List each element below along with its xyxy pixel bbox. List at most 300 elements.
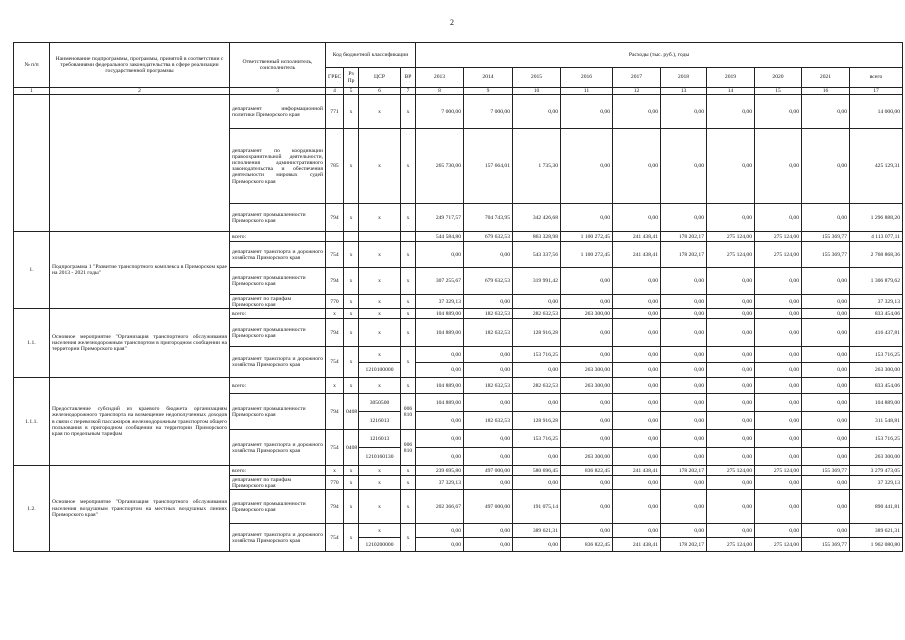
rzpr-cell: x [344, 129, 359, 204]
amount-cell: 0,00 [561, 95, 613, 129]
amount-cell: 202 366,67 [416, 490, 464, 524]
col-number: 4 [326, 88, 344, 95]
rzpr-cell: x [344, 295, 359, 309]
csr-cell: x [359, 347, 401, 363]
amount-cell: 0,00 [755, 268, 802, 295]
amount-cell: 0,00 [802, 476, 850, 490]
amount-cell: 0,00 [802, 412, 850, 430]
amount-cell: 0,00 [464, 295, 513, 309]
vr-cell: x [401, 295, 416, 309]
header-executor: Ответственный исполнитель, соисполнитель [230, 43, 326, 88]
amount-cell: 0,00 [707, 268, 755, 295]
page-number: 2 [450, 18, 454, 27]
amount-cell: 0,00 [707, 524, 755, 538]
amount-cell: 1 735,30 [513, 129, 561, 204]
amount-cell: 0,00 [561, 394, 613, 412]
amount-cell: 0,00 [802, 430, 850, 448]
executor-cell: всего: [230, 378, 326, 394]
amount-cell: 0,00 [707, 204, 755, 232]
amount-cell: 263 300,00 [561, 378, 613, 394]
amount-cell: 0,00 [707, 319, 755, 347]
amount-cell: 0,00 [755, 490, 802, 524]
amount-cell: 0,00 [707, 490, 755, 524]
table-row-total [14, 378, 903, 394]
amount-cell: 0,00 [464, 476, 513, 490]
amount-cell: 1 100 272,45 [561, 232, 613, 242]
header-year: 2015 [513, 68, 561, 88]
rzpr-cell: 0408 [344, 430, 359, 466]
amount-cell: 0,00 [661, 309, 707, 319]
grbs-cell: 794 [326, 319, 344, 347]
executor-cell: всего: [230, 309, 326, 319]
amount-cell: 0,00 [755, 378, 802, 394]
amount-total-cell: 3 279 473,05 [850, 466, 903, 476]
col-number: 3 [230, 88, 326, 95]
amount-cell: 0,00 [416, 363, 464, 378]
executor-cell: департамент информационной политики Приморского края [230, 95, 326, 129]
amount-cell: 0,00 [802, 378, 850, 394]
amount-cell: 1 100 272,45 [561, 242, 613, 268]
amount-cell: 263 300,00 [561, 363, 613, 378]
amount-cell: 0,00 [416, 430, 464, 448]
amount-cell: 0,00 [416, 538, 464, 552]
amount-total-cell: 425 129,31 [850, 129, 903, 204]
amount-cell: 275 124,00 [755, 242, 802, 268]
amount-cell: 128 916,28 [513, 319, 561, 347]
amount-total-cell: 2 768 868,36 [850, 242, 903, 268]
header-expenses: Расходы (тыс. руб.), годы [416, 43, 903, 68]
amount-cell: 389 621,31 [513, 524, 561, 538]
csr-cell: x [359, 268, 401, 295]
amount-cell: 182 632,53 [464, 378, 513, 394]
rzpr-cell: x [344, 347, 359, 378]
amount-cell: 0,00 [661, 268, 707, 295]
rzpr-cell: x [344, 268, 359, 295]
rzpr-cell: x [344, 309, 359, 319]
amount-total-cell: 153 716,25 [850, 430, 903, 448]
amount-cell: 0,00 [755, 524, 802, 538]
amount-cell: 0,00 [661, 448, 707, 466]
amount-cell: 241 438,41 [613, 232, 661, 242]
amount-cell: 153 716,25 [513, 430, 561, 448]
executor-cell: департамент транспорта и дорожного хозяйства Приморского края [230, 524, 326, 552]
rzpr-cell: x [344, 378, 359, 394]
amount-cell: 0,00 [661, 347, 707, 363]
amount-cell: 104 889,00 [416, 309, 464, 319]
amount-cell: 0,00 [464, 242, 513, 268]
amount-total-cell: 311 548,81 [850, 412, 903, 430]
amount-cell: 0,00 [613, 95, 661, 129]
amount-cell: 0,00 [613, 524, 661, 538]
executor-cell: департамент промышленности Приморского края [230, 490, 326, 524]
rzpr-cell: x [344, 490, 359, 524]
grbs-cell: x [326, 309, 344, 319]
amount-cell: 0,00 [661, 378, 707, 394]
col-number: 7 [401, 88, 416, 95]
col-number: 12 [613, 88, 661, 95]
header-year-total: всего [850, 68, 903, 88]
col-number: 13 [661, 88, 707, 95]
amount-cell: 0,00 [707, 476, 755, 490]
amount-cell: 37 329,13 [416, 476, 464, 490]
amount-cell: 0,00 [464, 430, 513, 448]
amount-cell: 0,00 [561, 490, 613, 524]
amount-cell: 0,00 [802, 524, 850, 538]
amount-cell: 191 075,14 [513, 490, 561, 524]
amount-cell: 0,00 [802, 347, 850, 363]
amount-cell: 0,00 [755, 319, 802, 347]
header-year: 2013 [416, 68, 464, 88]
amount-cell: 0,00 [561, 430, 613, 448]
amount-cell: 0,00 [416, 347, 464, 363]
table-row-total [14, 466, 903, 476]
executor-cell: департамент транспорта и дорожного хозяйства Приморского края [230, 430, 326, 466]
amount-cell: 0,00 [707, 378, 755, 394]
header-year: 2019 [707, 68, 755, 88]
row-num-cell: 1. [14, 232, 50, 309]
amount-cell: 0,00 [613, 412, 661, 430]
executor-cell: департамент промышленности Приморского края [230, 204, 326, 232]
amount-cell: 0,00 [707, 129, 755, 204]
amount-cell: 679 632,53 [464, 232, 513, 242]
amount-cell: 0,00 [561, 476, 613, 490]
amount-cell: 0,00 [755, 476, 802, 490]
amount-cell: 263 300,00 [561, 448, 613, 466]
amount-cell: 836 822,45 [561, 466, 613, 476]
header-num: № п/п [14, 43, 50, 88]
amount-cell: 0,00 [613, 430, 661, 448]
col-number: 15 [755, 88, 802, 95]
amount-cell: 0,00 [802, 295, 850, 309]
col-number: 6 [359, 88, 401, 95]
vr-cell: x [401, 242, 416, 268]
amount-total-cell: 833 454,06 [850, 309, 903, 319]
csr-cell: x [359, 242, 401, 268]
amount-cell: 0,00 [707, 430, 755, 448]
amount-cell: 0,00 [613, 268, 661, 295]
amount-cell: 0,00 [561, 129, 613, 204]
amount-cell: 0,00 [661, 129, 707, 204]
table-row-total [14, 232, 903, 242]
rzpr-cell: x [344, 524, 359, 552]
row-name-cell [50, 95, 230, 232]
amount-total-cell: 37 329,13 [850, 295, 903, 309]
vr-cell: x [401, 476, 416, 490]
amount-cell: 0,00 [613, 476, 661, 490]
amount-cell: 241 438,41 [613, 466, 661, 476]
amount-total-cell: 104 889,00 [850, 394, 903, 412]
rzpr-cell [344, 232, 359, 242]
csr-cell: x [359, 490, 401, 524]
amount-total-cell: 263 300,00 [850, 448, 903, 466]
row-num-cell [14, 95, 50, 232]
grbs-cell: 754 [326, 430, 344, 466]
col-number: 1 [14, 88, 50, 95]
executor-cell: департамент транспорта и дорожного хозяйства Приморского края [230, 347, 326, 378]
amount-cell: 0,00 [416, 242, 464, 268]
amount-cell: 0,00 [513, 448, 561, 466]
amount-cell: 0,00 [561, 319, 613, 347]
amount-cell: 0,00 [613, 129, 661, 204]
amount-cell: 155 369,77 [802, 466, 850, 476]
csr-cell: x [359, 204, 401, 232]
amount-total-cell: 153 716,25 [850, 347, 903, 363]
amount-cell: 0,00 [707, 309, 755, 319]
amount-cell: 282 632,53 [513, 309, 561, 319]
grbs-cell: 794 [326, 268, 344, 295]
row-name-cell: Предоставление субсидий из краевого бюджета организациям железнодорожного транспорта на возмещение недополученных доходов в связи с перевозкой пассажиров железнодорожным транспортом общего пользования в пригородном сообщении на территории Приморского края по предельным тарифам [50, 378, 230, 466]
amount-cell: 0,00 [613, 309, 661, 319]
amount-cell: 0,00 [513, 295, 561, 309]
grbs-cell: 770 [326, 476, 344, 490]
col-number: 10 [513, 88, 561, 95]
amount-cell: 0,00 [755, 204, 802, 232]
header-year: 2014 [464, 68, 513, 88]
amount-cell: 0,00 [755, 95, 802, 129]
rzpr-cell: x [344, 476, 359, 490]
amount-cell: 0,00 [661, 319, 707, 347]
csr-cell: x [359, 129, 401, 204]
header-year: 2018 [661, 68, 707, 88]
header-budget-code: Код бюджетной классификации [326, 43, 416, 68]
amount-cell: 0,00 [613, 295, 661, 309]
amount-cell: 0,00 [464, 394, 513, 412]
amount-cell: 282 632,53 [513, 378, 561, 394]
amount-cell: 0,00 [661, 394, 707, 412]
header-csr: ЦСР [359, 68, 401, 88]
csr-cell: 1210160130 [359, 448, 401, 466]
executor-cell: департамент по тарифам Приморского края [230, 295, 326, 309]
header-grbs: ГРБС [326, 68, 344, 88]
vr-cell: x [401, 268, 416, 295]
amount-cell: 0,00 [561, 204, 613, 232]
amount-cell: 0,00 [707, 394, 755, 412]
amount-cell: 319 991,42 [513, 268, 561, 295]
grbs-cell: 794 [326, 394, 344, 430]
amount-cell: 0,00 [755, 129, 802, 204]
amount-cell: 182 632,53 [464, 319, 513, 347]
col-number: 5 [344, 88, 359, 95]
amount-cell: 836 822,45 [561, 538, 613, 552]
amount-cell: 104 889,00 [416, 319, 464, 347]
grbs-cell: x [326, 466, 344, 476]
vr-cell: x [401, 319, 416, 347]
amount-total-cell: 1 962 080,80 [850, 538, 903, 552]
csr-cell: x [359, 524, 401, 538]
amount-cell: 0,00 [802, 309, 850, 319]
csr-cell: x [359, 476, 401, 490]
amount-cell: 0,00 [561, 412, 613, 430]
executor-cell: департамент промышленности Приморского края [230, 394, 326, 430]
amount-cell: 0,00 [802, 204, 850, 232]
amount-cell: 155 369,77 [802, 242, 850, 268]
amount-total-cell: 890 441,81 [850, 490, 903, 524]
row-num-cell: 1.1. [14, 309, 50, 378]
col-number: 17 [850, 88, 903, 95]
amount-cell: 543 337,56 [513, 242, 561, 268]
amount-cell: 0,00 [661, 476, 707, 490]
amount-cell: 497 000,00 [464, 490, 513, 524]
amount-cell: 0,00 [755, 412, 802, 430]
csr-cell: x [359, 378, 401, 394]
csr-cell: x [359, 466, 401, 476]
grbs-cell: x [326, 378, 344, 394]
vr-cell [401, 232, 416, 242]
grbs-cell: 770 [326, 295, 344, 309]
col-number: 14 [707, 88, 755, 95]
amount-cell: 0,00 [802, 490, 850, 524]
executor-cell: всего: [230, 232, 326, 242]
amount-cell: 178 202,17 [661, 466, 707, 476]
header-rzpr: Рз Пр [344, 68, 359, 88]
amount-cell: 0,00 [513, 476, 561, 490]
rzpr-cell: 0408 [344, 394, 359, 430]
amount-cell: 0,00 [661, 363, 707, 378]
amount-cell: 128 916,28 [513, 412, 561, 430]
csr-cell: x [359, 309, 401, 319]
col-number: 11 [561, 88, 613, 95]
amount-cell: 182 632,53 [464, 412, 513, 430]
grbs-cell: 794 [326, 204, 344, 232]
table-row-total [14, 309, 903, 319]
row-name-cell: Подпрограмма 1 "Развитие транспортного комплекса в Приморском крае на 2013 - 2021 годы" [50, 232, 230, 309]
amount-cell: 497 000,00 [464, 466, 513, 476]
amount-total-cell: 4 113 077,11 [850, 232, 903, 242]
header-vr: ВР [401, 68, 416, 88]
amount-cell: 104 889,00 [416, 394, 464, 412]
amount-cell: 275 124,00 [707, 538, 755, 552]
amount-cell: 679 632,53 [464, 268, 513, 295]
header-name: Наименование подпрограммы, программы, принятой в соответствии с требованиями федерального законодательства в сфере реализации государственной программы [50, 43, 230, 88]
csr-cell [359, 232, 401, 242]
amount-cell: 7 000,00 [464, 95, 513, 129]
amount-cell: 0,00 [661, 295, 707, 309]
amount-cell: 0,00 [661, 524, 707, 538]
amount-cell: 0,00 [755, 309, 802, 319]
amount-total-cell: 389 621,31 [850, 524, 903, 538]
amount-cell: 0,00 [613, 394, 661, 412]
amount-cell: 0,00 [755, 430, 802, 448]
amount-cell: 580 696,45 [513, 466, 561, 476]
executor-cell: департамент по тарифам Приморского края [230, 476, 326, 490]
amount-cell: 241 438,41 [613, 242, 661, 268]
amount-cell: 0,00 [755, 448, 802, 466]
amount-cell: 0,00 [613, 378, 661, 394]
amount-total-cell: 263 300,00 [850, 363, 903, 378]
amount-cell: 0,00 [416, 448, 464, 466]
amount-cell: 0,00 [561, 268, 613, 295]
amount-cell: 275 124,00 [707, 242, 755, 268]
amount-cell: 239 695,80 [416, 466, 464, 476]
amount-cell: 863 328,98 [513, 232, 561, 242]
grbs-cell: 754 [326, 242, 344, 268]
amount-cell: 544 584,80 [416, 232, 464, 242]
amount-cell: 0,00 [802, 129, 850, 204]
vr-cell: 006 810 [401, 394, 416, 430]
amount-cell: 0,00 [661, 430, 707, 448]
amount-cell: 0,00 [464, 448, 513, 466]
amount-cell: 241 438,41 [613, 538, 661, 552]
amount-cell: 0,00 [513, 394, 561, 412]
amount-cell: 0,00 [755, 295, 802, 309]
header-year: 2017 [613, 68, 661, 88]
rzpr-cell: x [344, 95, 359, 129]
amount-cell: 0,00 [416, 412, 464, 430]
amount-cell: 275 124,00 [755, 538, 802, 552]
col-number: 9 [464, 88, 513, 95]
amount-cell: 0,00 [464, 524, 513, 538]
amount-cell: 249 717,57 [416, 204, 464, 232]
header-year: 2020 [755, 68, 802, 88]
amount-cell: 0,00 [613, 347, 661, 363]
amount-cell: 0,00 [802, 319, 850, 347]
amount-cell: 0,00 [561, 295, 613, 309]
grbs-cell [326, 232, 344, 242]
amount-total-cell: 37 329,13 [850, 476, 903, 490]
amount-cell: 0,00 [707, 95, 755, 129]
vr-cell: x [401, 524, 416, 552]
vr-cell: x [401, 347, 416, 378]
vr-cell: x [401, 129, 416, 204]
amount-cell: 0,00 [661, 412, 707, 430]
csr-cell: 1216013 [359, 412, 401, 430]
grbs-cell: 754 [326, 347, 344, 378]
amount-cell: 263 300,00 [561, 309, 613, 319]
row-name-cell: Основное мероприятие "Организация транспортного обслуживания населения воздушным транспортом на местных воздушных линиях Приморского края" [50, 466, 230, 552]
amount-cell: 0,00 [613, 448, 661, 466]
amount-cell: 275 124,00 [755, 466, 802, 476]
amount-cell: 0,00 [707, 448, 755, 466]
rzpr-cell: x [344, 204, 359, 232]
vr-cell: x [401, 309, 416, 319]
amount-cell: 0,00 [613, 490, 661, 524]
amount-cell: 0,00 [707, 295, 755, 309]
amount-cell: 0,00 [755, 347, 802, 363]
grbs-cell: 754 [326, 524, 344, 552]
amount-cell: 0,00 [802, 268, 850, 295]
col-number: 8 [416, 88, 464, 95]
amount-cell: 155 369,77 [802, 232, 850, 242]
amount-cell: 0,00 [613, 204, 661, 232]
amount-cell: 0,00 [513, 95, 561, 129]
amount-cell: 0,00 [561, 347, 613, 363]
amount-cell: 0,00 [755, 394, 802, 412]
row-num-cell: 1.1.1. [14, 378, 50, 466]
csr-cell: 1210100000 [359, 363, 401, 378]
executor-cell: департамент по координации правоохранительной деятельности, исполнения административного законодательства и обеспечения деятельности мировых судей Приморского края [230, 129, 326, 204]
table-row [14, 95, 903, 129]
vr-cell: 006 810 [401, 430, 416, 466]
grbs-cell: 794 [326, 490, 344, 524]
amount-cell: 704 743,95 [464, 204, 513, 232]
amount-cell: 178 202,17 [661, 242, 707, 268]
amount-cell: 37 329,13 [416, 295, 464, 309]
amount-cell: 342 426,68 [513, 204, 561, 232]
csr-cell: 3050500 [359, 394, 401, 412]
vr-cell: x [401, 95, 416, 129]
executor-cell: департамент транспорта и дорожного хозяйства Приморского края [230, 242, 326, 268]
amount-cell: 155 369,77 [802, 538, 850, 552]
vr-cell: x [401, 204, 416, 232]
csr-cell: x [359, 295, 401, 309]
rzpr-cell: x [344, 242, 359, 268]
csr-cell: x [359, 95, 401, 129]
row-num-cell: 1.2. [14, 466, 50, 552]
amount-cell: 307 255,67 [416, 268, 464, 295]
col-number: 16 [802, 88, 850, 95]
amount-cell: 0,00 [661, 95, 707, 129]
vr-cell: x [401, 490, 416, 524]
